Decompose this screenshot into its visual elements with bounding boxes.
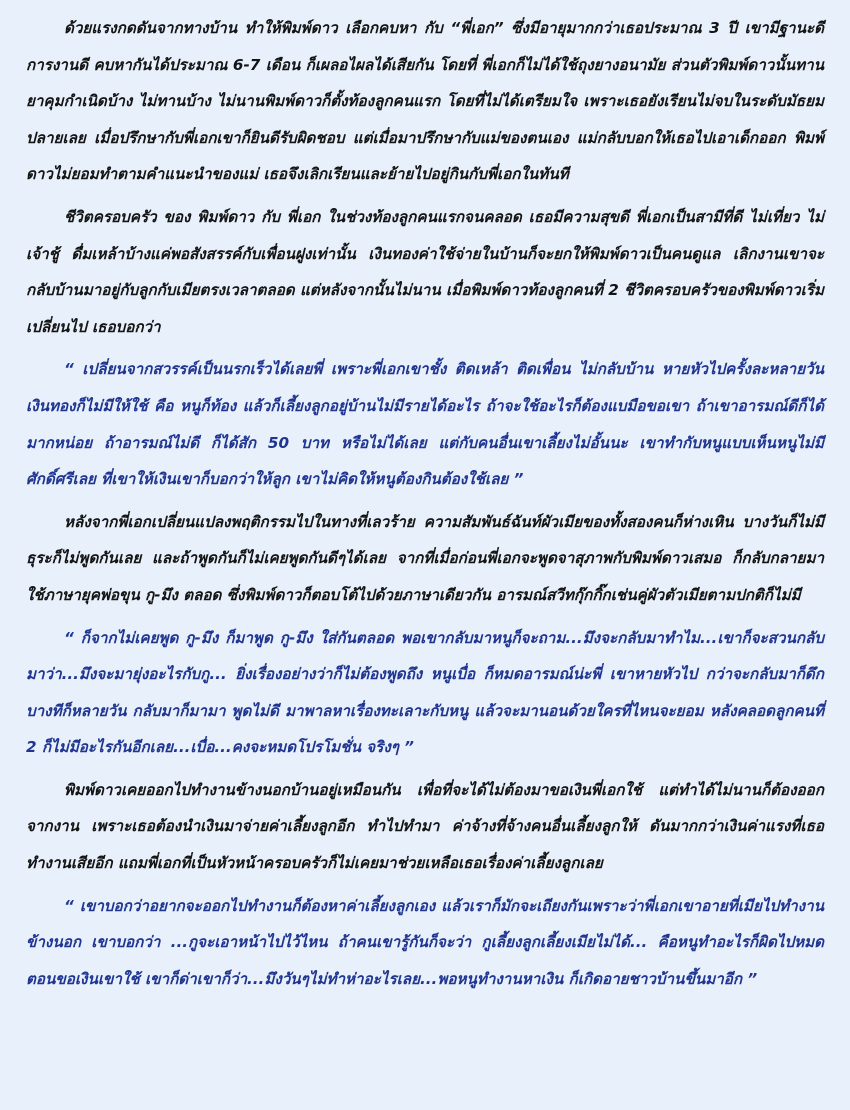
quote-paragraph-3: “ เขาบอกว่าอยากจะออกไปทำงานก็ต้องหาค่าเลี้ยงลูกเอง แล้วเราก็มักจะเถียงกันเพราะว่าพี่เอกเขาอายที่เมียไปทำงานข้างนอก เขาบอกว่า ...กูจะเอาหน้าไปไว้ไหน ถ้าคนเขารู้กันก็จะว่า กูเลี้ยงลูกเลี้ยงเมียไม่ได้... คือหนูทำอะไรก็ผิดไปหมด ตอนขอเงินเขาใช้ เขาก็ด่าเขาก็ว่า...มึงวันๆไม่ทำห่าอะไรเลย...พอหนูทำงานหาเงิน ก็เกิดอายชาวบ้านขึ้นมาอีก ”	[26, 896, 824, 988]
quote-paragraph-1: “ เปลี่ยนจากสวรรค์เป็นนรกเร็วได้เลยพี่ เพราะพี่เอกเขาชั้ง ติดเหล้า ติดเพื่อน ไม่กลับบ้าน หายหัวไปครั้งละหลายวัน เงินทองก็ไม่มีให้ใช้ คือ หนูก็ท้อง แล้วก็เลี้ยงลูกอยู่บ้านไม่มีรายได้อะไร ถ้าจะใช้อะไรก็ต้องแบมือขอเขา ถ้าเขาอารมณ์ดีก็ได้มากหน่อย ถ้าอารมณ์ไม่ดี ก็ได้สัก 50 บาท หรือไม่ได้เลย แต่กับคนอื่นเขาเลี้ยงไม่อั้นนะ เขาทำกับหนูแบบเห็นหนูไม่มีศักดิ์ศรีเลย ที่เขาให้เงินเขาก็บอกว่าให้ลูก เขาไม่คิดให้หนูต้องกินต้องใช้เลย ”	[26, 360, 824, 489]
paragraph-behavior-change: หลังจากพี่เอกเปลี่ยนแปลงพฤติกรรมไปในทางที่เลวร้าย ความสัมพันธ์ฉันท์ผัวเมียของทั้งสองคนก็ห่างเหิน บางวันก็ไม่มีธุระก็ไม่พูดกันเลย และถ้าพูดกันก็ไม่เคยพูดกันดีๆได้เลย จากที่เมื่อก่อนพี่เอกจะพูดจาสุภาพกับพิมพ์ดาวเสมอ ก็กลับกลายมาใช้ภาษายุคพ่อขุน กู-มึง ตลอด ซึ่งพิมพ์ดาวก็ตอบโต้ไปด้วยภาษาเดียวกัน อารมณ์สวีทกุ๊กกิ๊กเช่นคู่ผัวตัวเมียตามปกติก็ไม่มี	[26, 512, 824, 604]
paragraph-work: พิมพ์ดาวเคยออกไปทำงานข้างนอกบ้านอยู่เหมือนกัน เพื่อที่จะได้ไม่ต้องมาขอเงินพี่เอกใช้ แต่ทำได้ไม่นานก็ต้องออกจากงาน เพราะเธอต้องนำเงินมาจ่ายค่าเลี้ยงลูกอีก ทำไปทำมา ค่าจ้างที่จ้างคนอื่นเลี้ยงลูกให้ ดันมากกว่าเงินค่าแรงที่เธอทำงานเสียอีก แถมพี่เอกที่เป็นหัวหน้าครอบครัวก็ไม่เคยมาช่วยเหลือเธอเรื่องค่าเลี้ยงลูกเลย	[26, 780, 824, 873]
quote-paragraph-2: “ ก็จากไม่เคยพูด กู-มึง ก็มาพูด กู-มึง ใส่กันตลอด พอเขากลับมาหนูก็จะถาม...มึงจะกลับมาทำไม...เขาก็จะสวนกลับมาว่า...มึงจะมายุ่งอะไรกับกู... ยิ่งเรื่องอย่างว่าก็ไม่ต้องพูดถึง หนูเบื่อ ก็หมดอารมณ์น่ะพี่ เขาหายหัวไป กว่าจะกลับมาก็ดึก บางทีก็หลายวัน กลับมาก็มามา พูดไม่ดี มาพาลหาเรื่องทะเลาะกับหนู แล้วจะมานอนด้วยใครที่ไหนจะยอม หลังคลอดลูกคนที่ 2 ก็ไม่มีอะไรกันอีกเลย...เบื่อ...คงจะหมดโปรโมชั่น จริงๆ ”	[26, 628, 824, 757]
paragraph-intro: ด้วยแรงกดดันจากทางบ้าน ทำให้พิมพ์ดาว เลือกคบหา กับ “พี่เอก” ซึ่งมีอายุมากกว่าเธอประมาณ 3 ปี เขามีฐานะดี การงานดี คบหากันได้ประมาณ 6-7 เดือน ก็เผลอไผลได้เสียกัน โดยที่ พี่เอกก็ไม่ได้ใช้ถุงยางอนามัย ส่วนตัวพิมพ์ดาวนั้นทานยาคุมกำเนิดบ้าง ไม่ทานบ้าง ไม่นานพิมพ์ดาวก็ตั้งท้องลูกคนแรก โดยที่ไม่ได้เตรียมใจ เพราะเธอยังเรียนไม่จบในระดับมัธยมปลายเลย เมื่อปรึกษากับพี่เอกเขาก็ยินดีรับผิดชอบ แต่เมื่อมาปรึกษากับแม่ของตนเอง แม่กลับบอกให้เธอไปเอาเด็กออก พิมพ์ดาวไม่ยอมทำตามคำแนะนำของแม่ เธอจึงเลิกเรียนและย้ายไปอยู่กินกับพี่เอกในทันที	[26, 19, 824, 184]
paragraph-family-life: ชีวิตครอบครัว ของ พิมพ์ดาว กับ พี่เอก ในช่วงท้องลูกคนแรกจนคลอด เธอมีความสุขดี พี่เอกเป็นสามีที่ดี ไม่เที่ยว ไม่เจ้าชู้ ดื่มเหล้าบ้างแค่พอสังสรรค์กับเพื่อนฝูงเท่านั้น เงินทองค่าใช้จ่ายในบ้านก็จะยกให้พิมพ์ดาวเป็นคนดูแล เลิกงานเขาจะกลับบ้านมาอยู่กับลูกกับเมียตรงเวลาตลอด แต่หลังจากนั้นไม่นาน เมื่อพิมพ์ดาวท้องลูกคนที่ 2 ชีวิตครอบครัวของพิมพ์ดาวเริ่มเปลี่ยนไป เธอบอกว่า	[26, 207, 824, 336]
